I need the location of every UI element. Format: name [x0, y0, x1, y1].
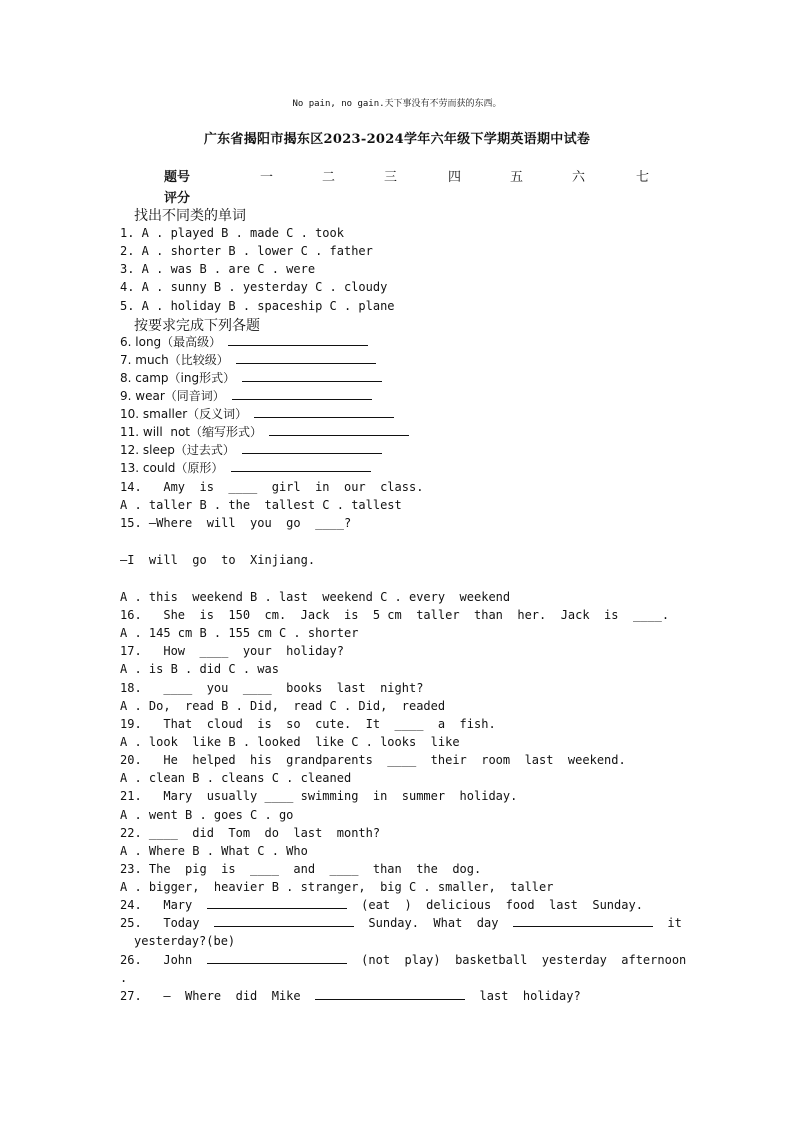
answer-blank[interactable]	[242, 369, 382, 382]
question-11	[120, 423, 409, 441]
question-17-options: A . is B . did C . was	[120, 662, 279, 676]
question-7	[120, 351, 376, 369]
question-27	[120, 987, 581, 1005]
question-1: 1. A . played B . made C . took	[120, 226, 344, 240]
question-16-options: A . 145 cm B . 155 cm C . shorter	[120, 626, 359, 640]
answer-blank[interactable]	[231, 459, 371, 472]
question-9-text: 9. wear（同音词）	[120, 389, 225, 403]
question-15-options: A . this weekend B . last weekend C . every weekend	[120, 590, 511, 604]
question-24	[120, 896, 643, 914]
score-col-1: 一	[260, 170, 274, 185]
score-label: 评分	[164, 191, 191, 206]
score-table-header-row	[164, 166, 664, 186]
question-21: 21. Mary usually ____ swimming in summer holiday.	[120, 789, 518, 803]
question-15-dialogue: —I will go to Xinjiang.	[120, 553, 316, 567]
answer-blank[interactable]	[228, 333, 368, 346]
question-27-end: last holiday?	[479, 989, 581, 1003]
question-2: 2. A . shorter B . lower C . father	[120, 244, 373, 258]
question-26-end: (not play) basketball yesterday afternoon	[361, 953, 687, 967]
answer-blank[interactable]	[513, 914, 653, 927]
question-25-continued: yesterday?(be)	[134, 934, 236, 948]
score-col-3: 三	[384, 170, 398, 185]
answer-blank[interactable]	[207, 951, 347, 964]
question-27-start: 27. — Where did Mike	[120, 989, 301, 1003]
question-10	[120, 405, 394, 423]
question-7-text: 7. much（比较级）	[120, 353, 229, 367]
score-col-7: 七	[636, 170, 650, 185]
question-14-options: A . taller B . the tallest C . tallest	[120, 498, 402, 512]
question-25-end: it	[667, 916, 682, 930]
question-8	[120, 369, 382, 387]
question-4: 4. A . sunny B . yesterday C . cloudy	[120, 280, 388, 294]
question-23-options: A . bigger, heavier B . stranger, big C . smaller, taller	[120, 880, 554, 894]
question-25	[120, 914, 682, 932]
question-6-text: 6. long（最高级）	[120, 335, 222, 349]
question-24-end: (eat ) delicious food last Sunday.	[361, 898, 643, 912]
question-9	[120, 387, 372, 405]
question-21-options: A . went B . goes C . go	[120, 808, 294, 822]
question-10-text: 10. smaller（反义词）	[120, 407, 248, 421]
answer-blank[interactable]	[232, 387, 372, 400]
question-5: 5. A . holiday B . spaceship C . plane	[120, 299, 395, 313]
question-26-start: 26. John	[120, 953, 193, 967]
score-col-5: 五	[510, 170, 524, 185]
question-number-label: 题号	[164, 170, 191, 185]
question-25-middle: Sunday. What day	[368, 916, 499, 930]
question-12	[120, 441, 382, 459]
question-13	[120, 459, 371, 477]
question-17: 17. How ____ your holiday?	[120, 644, 344, 658]
question-8-text: 8. camp（ing形式）	[120, 371, 236, 385]
question-22-options: A . Where B . What C . Who	[120, 844, 308, 858]
question-12-text: 12. sleep（过去式）	[120, 443, 235, 457]
question-23: 23. The pig is ____ and ____ than the dog.	[120, 862, 482, 876]
answer-blank[interactable]	[236, 351, 376, 364]
question-26-continued: .	[120, 971, 128, 985]
answer-blank[interactable]	[214, 914, 354, 927]
question-6	[120, 333, 368, 351]
question-13-text: 13. could（原形）	[120, 461, 224, 475]
score-col-2: 二	[322, 170, 336, 185]
answer-blank[interactable]	[269, 423, 409, 436]
exam-title: 广东省揭阳市揭东区2023-2024学年六年级下学期英语期中试卷	[203, 132, 591, 147]
question-19: 19. That cloud is so cute. It ____ a fish.	[120, 717, 496, 731]
question-25-start: 25. Today	[120, 916, 200, 930]
question-20-options: A . clean B . cleans C . cleaned	[120, 771, 352, 785]
page-header: No pain, no gain.天下事没有不劳而获的东西。	[292, 99, 502, 109]
question-22: 22. ____ did Tom do last month?	[120, 826, 381, 840]
answer-blank[interactable]	[254, 405, 394, 418]
question-24-start: 24. Mary	[120, 898, 193, 912]
section-heading-1: 找出不同类的单词	[134, 208, 246, 224]
score-col-6: 六	[572, 170, 586, 185]
score-col-4: 四	[448, 170, 462, 185]
question-11-text: 11. will not（缩写形式）	[120, 425, 262, 439]
question-16: 16. She is 150 cm. Jack is 5 cm taller than her. Jack is ____.	[120, 608, 670, 622]
question-19-options: A . look like B . looked like C . looks like	[120, 735, 460, 749]
question-15: 15. —Where will you go ____?	[120, 516, 352, 530]
question-18: 18. ____ you ____ books last night?	[120, 681, 424, 695]
answer-blank[interactable]	[207, 896, 347, 909]
section-heading-2: 按要求完成下列各题	[134, 318, 260, 334]
question-26	[120, 951, 686, 969]
question-18-options: A . Do, read B . Did, read C . Did, readed	[120, 699, 446, 713]
question-14: 14. Amy is ____ girl in our class.	[120, 480, 424, 494]
question-3: 3. A . was B . are C . were	[120, 262, 316, 276]
question-20: 20. He helped his grandparents ____ their room last weekend.	[120, 753, 626, 767]
answer-blank[interactable]	[315, 987, 465, 1000]
answer-blank[interactable]	[242, 441, 382, 454]
